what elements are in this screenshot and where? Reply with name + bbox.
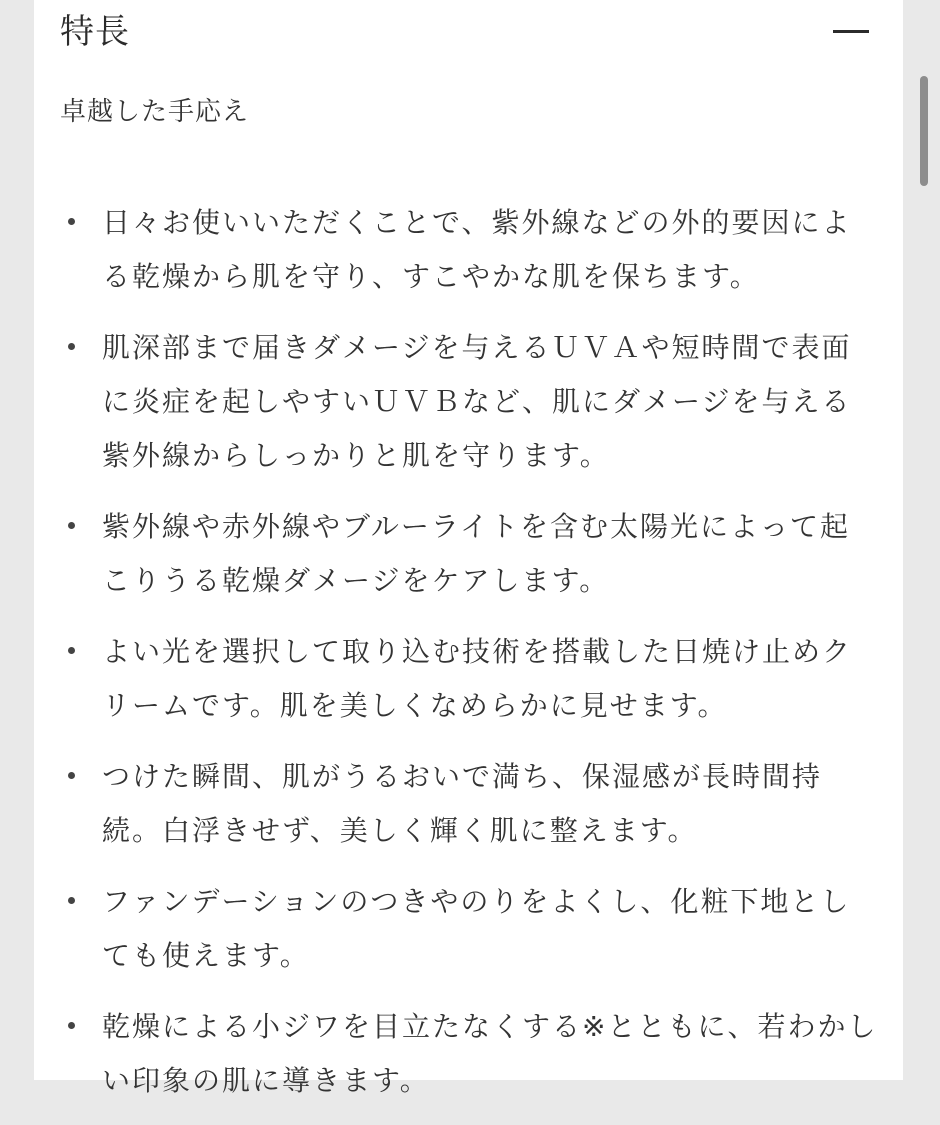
- section-header[interactable]: [60, 0, 877, 64]
- section-subtitle: 卓越した手応え: [60, 97, 250, 127]
- feature-item: [60, 321, 880, 483]
- bullet-icon: [68, 522, 75, 529]
- bullet-icon: [68, 772, 75, 779]
- section-title: 特長: [60, 12, 130, 52]
- feature-text: 紫外線や赤外線やブルーライトを含む太陽光によって起こりうる乾燥ダメージをケアします。: [102, 510, 851, 597]
- bullet-icon: [68, 218, 75, 225]
- bullet-icon: [68, 1022, 75, 1029]
- feature-item: [60, 875, 880, 983]
- bullet-icon: [68, 647, 75, 654]
- feature-text: 日々お使いいただくことで、紫外線などの外的要因による乾燥から肌を守り、すこやかな肌を保ちます。: [102, 206, 852, 293]
- scrollbar-thumb[interactable]: [920, 76, 928, 186]
- feature-item: [60, 500, 880, 608]
- feature-item: [60, 196, 880, 304]
- feature-item: [60, 625, 880, 733]
- feature-item: [60, 750, 880, 858]
- bullet-icon: [68, 343, 75, 350]
- feature-text: 乾燥による小ジワを目立たなくする※とともに、若わかしい印象の肌に導きます。: [102, 1010, 878, 1097]
- bullet-icon: [68, 897, 75, 904]
- feature-text: つけた瞬間、肌がうるおいで満ち、保湿感が長時間持続。白浮きせず、美しく輝く肌に整えます。: [102, 760, 823, 847]
- feature-text: よい光を選択して取り込む技術を搭載した日焼け止めクリームです。肌を美しくなめらかに見せます。: [102, 635, 853, 722]
- feature-text: 肌深部まで届きダメージを与えるＵＶＡや短時間で表面に炎症を起しやすいＵＶＢなど、肌にダメージを与える紫外線からしっかりと肌を守ります。: [102, 331, 852, 472]
- feature-list: [60, 196, 880, 1125]
- features-panel: [34, 0, 903, 1097]
- feature-text: ファンデーションのつきやのりをよくし、化粧下地としても使えます。: [102, 885, 851, 972]
- feature-item: [60, 1000, 880, 1108]
- minus-icon: [833, 30, 869, 33]
- collapse-button[interactable]: [829, 12, 873, 52]
